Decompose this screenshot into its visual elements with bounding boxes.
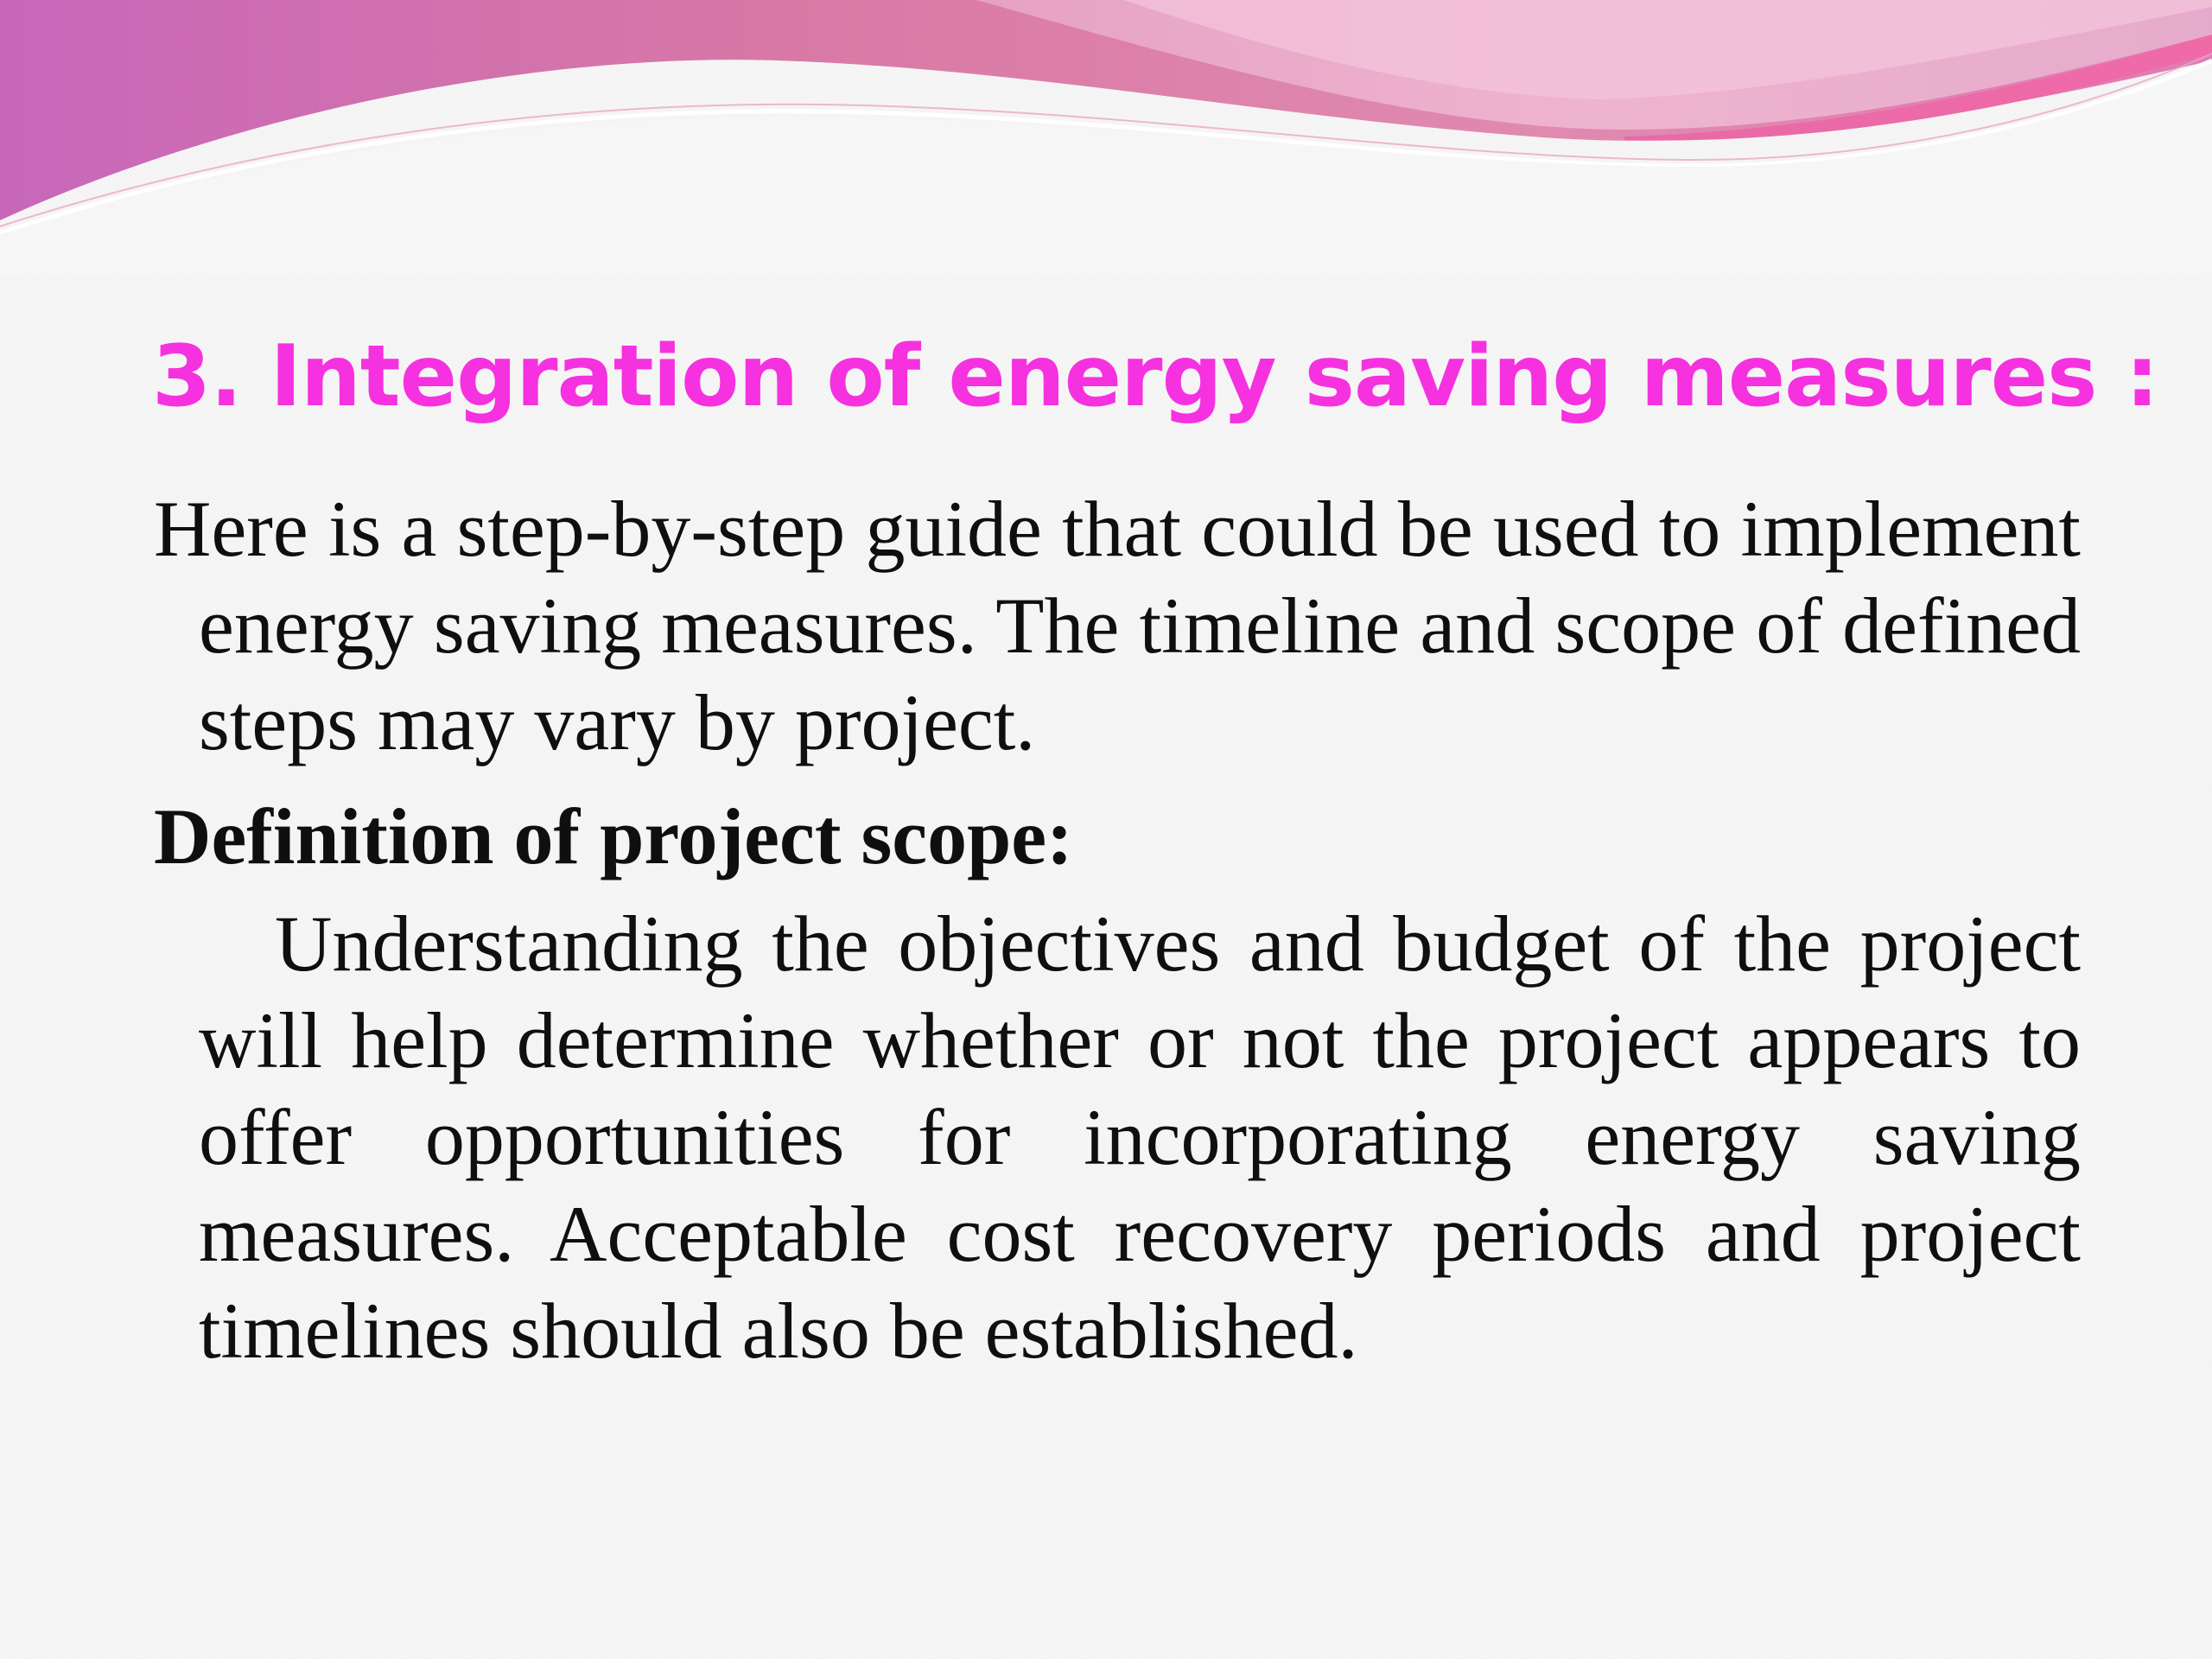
slide-body — [154, 480, 2081, 1379]
intro-paragraph: Here is a step-by-step guide that could be used to implement energy saving measures. The timeline and scope of defined steps may vary by project. — [154, 485, 2081, 766]
section-heading: Definition of project scope: — [154, 792, 1073, 880]
slide-title: 3. Integration of energy saving measures : — [152, 327, 2158, 426]
section-paragraph: Understanding the objectives and budget of the project will help determine whether or not the project appears to offer opportunities for incorporating energy saving measures. Acceptable cost recovery periods and project timelines should also be established. — [199, 899, 2081, 1375]
decorative-header-wave — [0, 0, 2212, 276]
